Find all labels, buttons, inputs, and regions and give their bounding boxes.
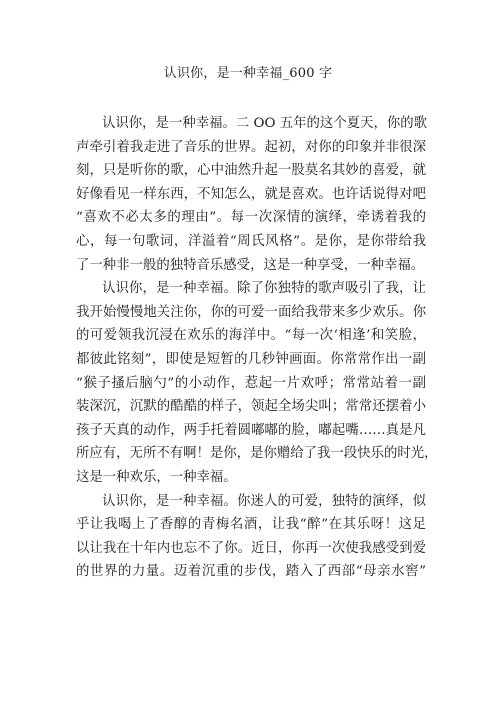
document-body [76,112,438,584]
body-line: 所应有，无所不有啊！是你，是你赠给了我一段快乐的时光， [76,446,438,462]
body-line: 认识你，是一种幸福。二 OO 五年的这个夏天，你的歌 [102,116,428,131]
body-line: 的世界的力量。迈着沉重的步伐，踏入了西部“母亲水窖” [76,564,426,580]
body-line: 认识你，是一种幸福。你迷人的可爱，独特的演绎，似 [102,493,426,509]
body-line: 这是一种欢乐，一种幸福。 [76,469,237,485]
body-line: 都彼此铭刻”，即使是短暂的几秒钟画面。你常常作出一副 [76,351,426,367]
document-title: 认识你，是一种幸福_600 字 [163,66,333,81]
body-line: 的可爱领我沉浸在欢乐的海洋中。“每一次‘相逢’和笑脸， [76,328,426,344]
body-line: 刻，只是听你的歌，心中油然升起一股莫名其妙的喜爱，就 [76,163,426,179]
body-line: 好像看见一样东西，不知怎么，就是喜欢。也许话说得对吧 [76,186,426,202]
body-line: “喜欢不必太多的理由”。每一次深情的演绎，牵诱着我的 [76,210,426,226]
body-line: 乎让我喝上了香醇的青梅名酒，让我“醉”在其乐呀！这足 [76,517,426,533]
body-line: 心，每一句歌词，洋溢着“周氏风格”。是你，是你带给我 [76,233,426,249]
body-line: 声牵引着我走进了音乐的世界。起初，对你的印象并非很深 [76,139,426,155]
body-line: 装深沉，沉默的酷酷的样子，领起全场尖叫；常常还摆着小 [76,399,426,415]
body-line: 认识你，是一种幸福。除了你独特的歌声吸引了我，让 [102,281,426,297]
body-line: “猴子搔后脑勺”的小动作，惹起一片欢呼；常常站着一副 [76,375,426,391]
body-line: 了一种非一般的独特音乐感受，这是一种享受，一种幸福。 [76,257,425,273]
body-line: 孩子天真的动作，两手托着圆嘟嘟的脸，嘟起嘴……真是凡 [76,422,426,438]
body-line: 以让我在十年内也忘不了你。近日，你再一次使我感受到爱 [76,540,426,556]
body-line: 我开始慢慢地关注你，你的可爱一面给我带来多少欢乐。你 [76,304,426,320]
